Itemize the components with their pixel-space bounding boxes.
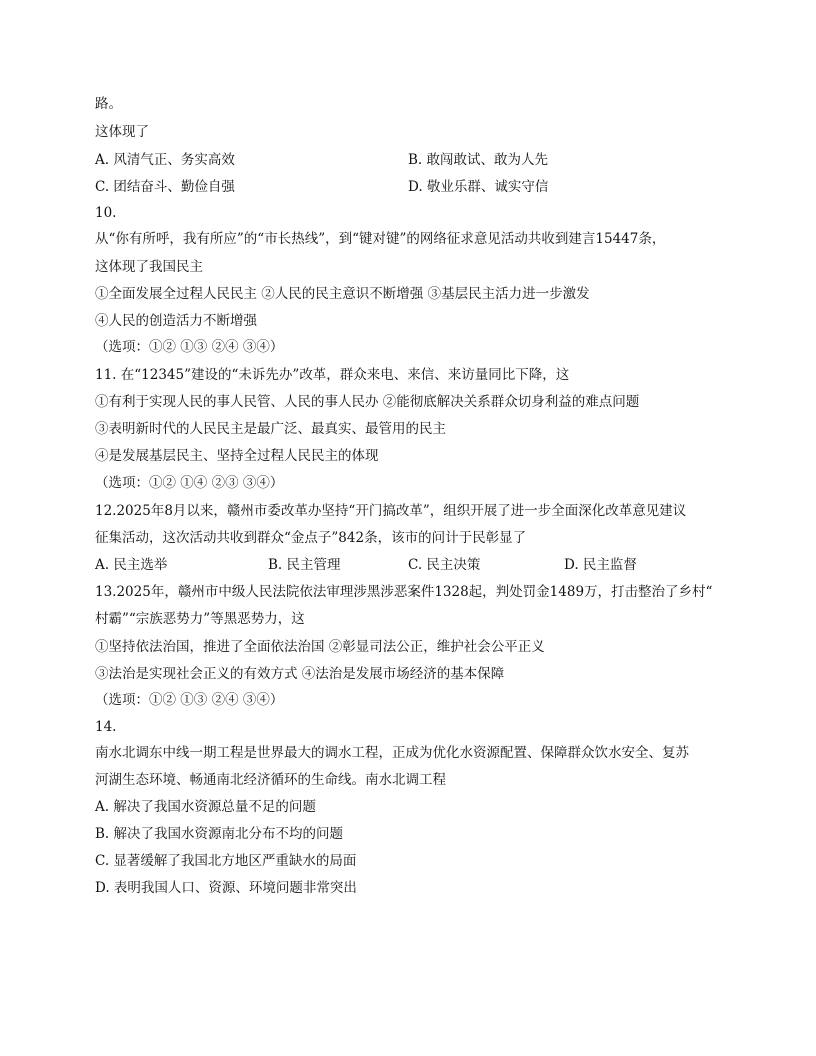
q12-stem-line-1: 12.2025年8月以来，赣州市委改革办坚持“开门搞改革”，组织开展了进一步全面深化改革意见建议	[95, 503, 687, 519]
q14-option-b: B. 解决了我国水资源南北分布不均的问题	[95, 826, 344, 842]
q12-option-a: A. 民主选举	[95, 557, 168, 573]
q12-stem-line-2: 征集活动，这次活动共收到群众“金点子”842条，该市的问计于民彰显了	[95, 530, 527, 546]
q14-option-c: C. 显著缓解了我国北方地区严重缺水的局面	[95, 853, 357, 869]
q10-statements-line-1: ①全面发展全过程人民民主 ②人民的民主意识不断增强 ③基层民主活力进一步激发	[95, 286, 590, 302]
q9-option-a: A. 风清气正、务实高效	[95, 152, 235, 168]
q10-number: 10.	[95, 205, 117, 221]
q10-statements-line-2: ④人民的创造活力不断增强	[95, 313, 257, 329]
q9-option-d: D. 敬业乐群、诚实守信	[408, 179, 549, 195]
q11-statement-1: ①有利于实现人民的事人民管、人民的事人民办 ②能彻底解决关系群众切身利益的难点问题	[95, 394, 640, 410]
q9-option-c: C. 团结奋斗、勤俭自强	[95, 179, 235, 195]
q12-option-d: D. 民主监督	[564, 557, 637, 573]
q14-stem-line-1: 南水北调东中线一期工程是世界最大的调水工程，正成为优化水资源配置、保障群众饮水安全、复苏	[95, 745, 689, 761]
q10-stem-line-1: 从“你有所呼，我有所应”的“市长热线”，到“键对键”的网络征求意见活动共收到建言15447条，	[95, 231, 666, 247]
q10-choices: （选项：①② ①③ ②④ ③④）	[95, 339, 284, 355]
q11-statement-2: ③表明新时代的人民民主是最广泛、最真实、最管用的民主	[95, 421, 446, 437]
q12-option-b: B. 民主管理	[268, 557, 341, 573]
q10-stem-line-2: 这体现了我国民主	[95, 259, 203, 275]
q13-stem-line-2: 村霸”“宗族恶势力”等黑恶势力，这	[95, 611, 305, 627]
q13-statements-line-2: ③法治是实现社会正义的有效方式 ④法治是发展市场经济的基本保障	[95, 666, 505, 682]
q12-option-c: C. 民主决策	[408, 557, 481, 573]
q14-number: 14.	[95, 719, 117, 735]
q11-stem: 11. 在“12345”建设的“未诉先办”改革，群众来电、来信、来访量同比下降，这	[95, 367, 570, 383]
q9-stem-tail: 这体现了	[95, 124, 149, 140]
q11-statement-3: ④是发展基层民主、坚持全过程人民民主的体现	[95, 448, 379, 464]
q14-option-a: A. 解决了我国水资源总量不足的问题	[95, 799, 316, 815]
continuation-line: 路。	[95, 96, 122, 112]
q9-option-b: B. 敢闯敢试、敢为人先	[408, 152, 549, 168]
q13-statements-line-1: ①坚持依法治国，推进了全面依法治国 ②彰显司法公正，维护社会公平正义	[95, 639, 545, 655]
q14-option-d: D. 表明我国人口、资源、环境问题非常突出	[95, 880, 357, 896]
q14-stem-line-2: 河湖生态环境、畅通南北经济循环的生命线。南水北调工程	[95, 772, 446, 788]
q13-stem-line-1: 13.2025年，赣州市中级人民法院依法审理涉黑涉恶案件1328起，判处罚金1489万，打击整治了乡村“	[95, 584, 713, 600]
q11-choices: （选项：①② ①④ ②③ ③④）	[95, 475, 284, 491]
q13-choices: （选项：①② ①③ ②④ ③④）	[95, 692, 284, 708]
